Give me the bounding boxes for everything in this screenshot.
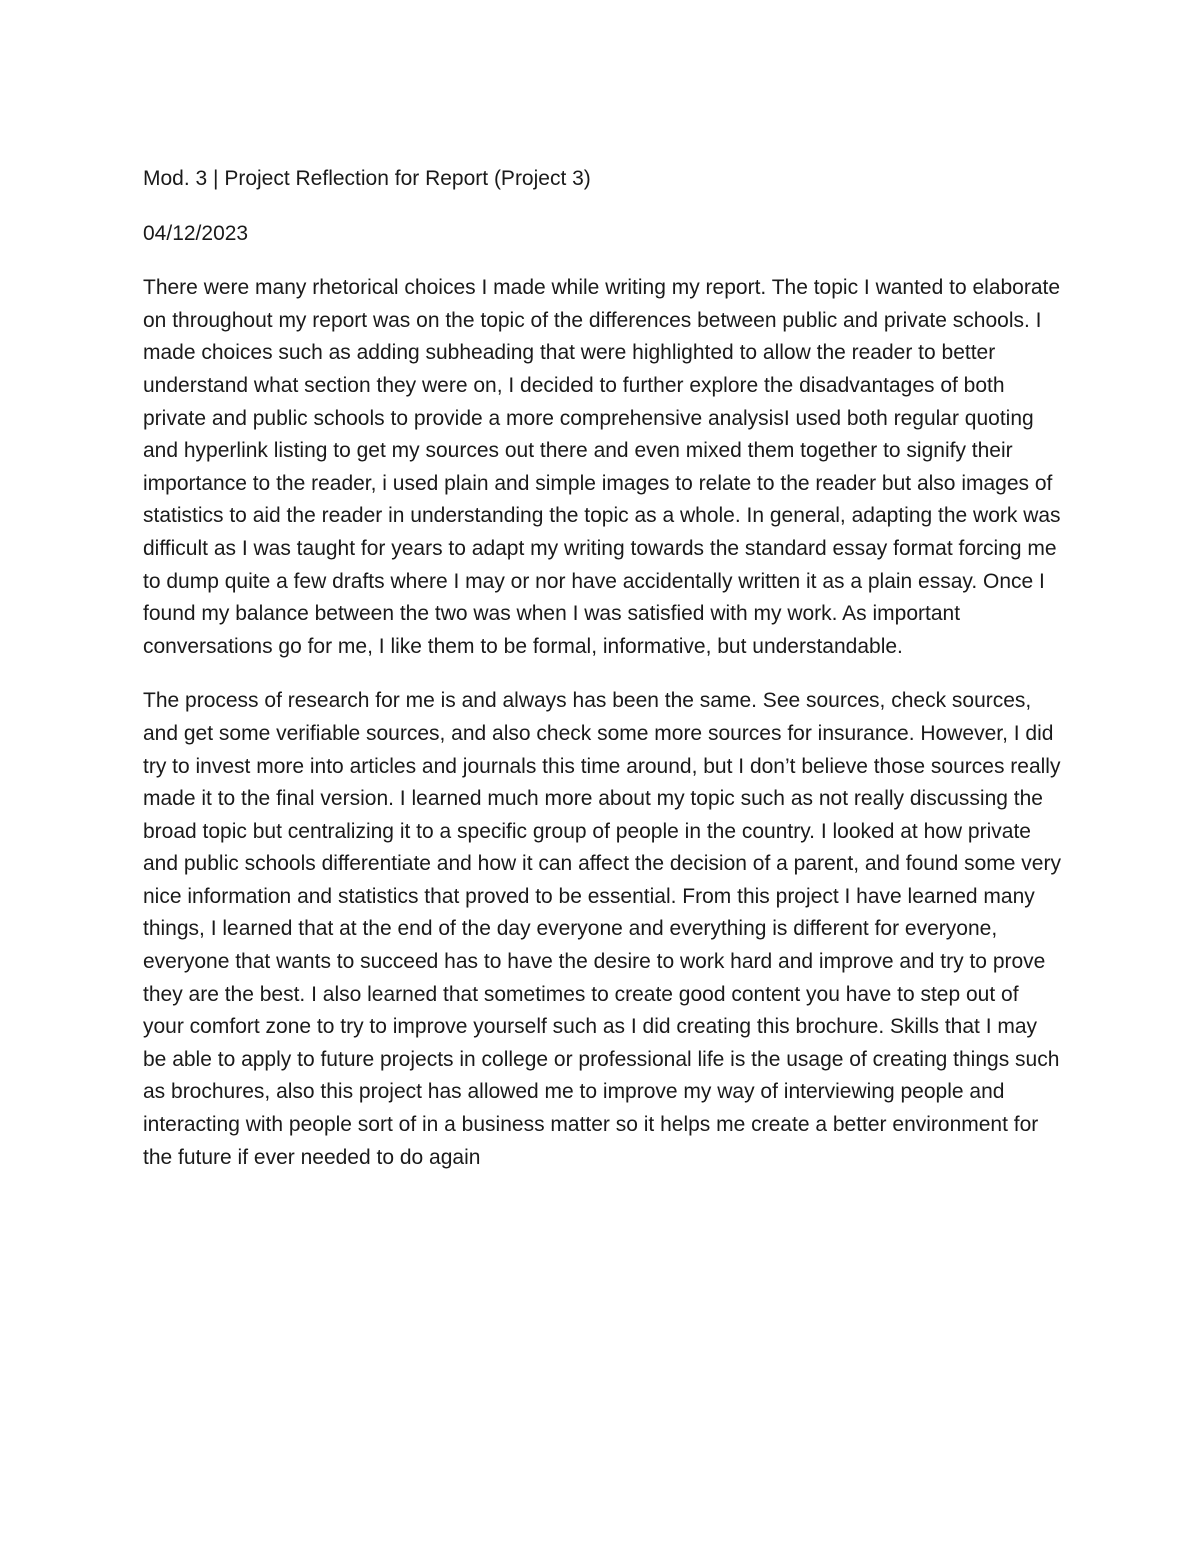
document-date: 04/12/2023 [143, 221, 249, 245]
document-body [143, 163, 1063, 1196]
paragraph-research-process: The process of research for me is and always has been the same. See sources, check sources, and get some verifiable sources, and also check some more sources for insurance. However, I did try to invest more into articles and journals this time around, but I don’t believe those sources really made it to the final version. I learned much more about my topic such as not really discussing the broad topic but centralizing it to a specific group of people in the country. I looked at how private and public schools differentiate and how it can affect the decision of a parent, and found some very nice information and statistics that proved to be essential. From this project I have learned many things, I learned that at the end of the day everyone and everything is different for everyone, everyone that wants to succeed has to have the desire to work hard and improve and try to prove they are the best. I also learned that sometimes to create good content you have to step out of your comfort zone to try to improve yourself such as I did creating this brochure. Skills that I may be able to apply to future projects in college or professional life is the usage of creating things such as brochures, also this project has allowed me to improve my way of interviewing people and interacting with people sort of in a business matter so it helps me create a better environment for the future if ever needed to do again [143, 689, 1061, 1169]
paragraph-rhetorical-choices: There were many rhetorical choices I made while writing my report. The topic I wanted to elaborate on throughout my report was on the topic of the differences between public and private schools. I made choices such as adding subheading that were highlighted to allow the reader to better understand what section they were on, I decided to further explore the disadvantages of both private and public schools to provide a more comprehensive analysisI used both regular quoting and hyperlink listing to get my sources out there and even mixed them together to signify their importance to the reader, i used plain and simple images to relate to the reader but also images of statistics to aid the reader in understanding the topic as a whole. In general, adapting the work was difficult as I was taught for years to adapt my writing towards the standard essay format forcing me to dump quite a few drafts where I may or nor have accidentally written it as a plain essay. Once I found my balance between the two was when I was satisfied with my work. As important conversations go for me, I like them to be formal, informative, but understandable. [143, 276, 1061, 658]
document-title: Mod. 3 | Project Reflection for Report (Project 3) [143, 167, 591, 190]
